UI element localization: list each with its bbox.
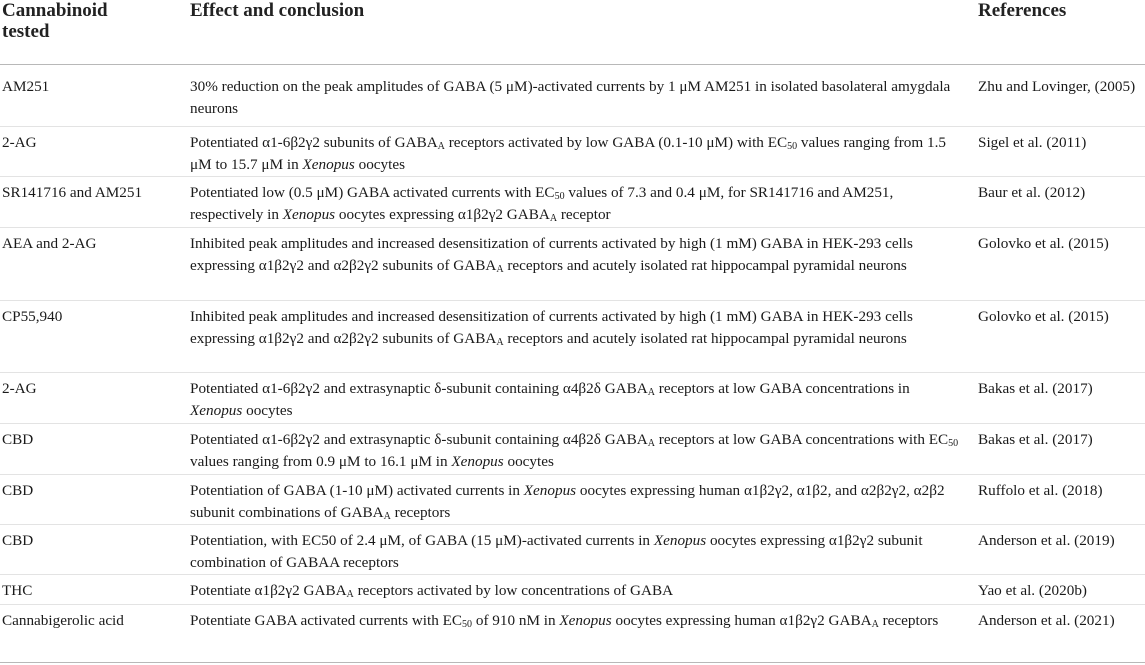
- cell-effect: [190, 233, 962, 276]
- effect-text: oocytes: [242, 401, 293, 419]
- effect-text: receptors and acutely isolated rat hippocampal pyramidal neurons: [503, 256, 907, 274]
- subscript: A: [549, 212, 558, 224]
- effect-text: receptor: [557, 205, 611, 223]
- table-bottom-rule: [0, 662, 1145, 663]
- cell-reference: Anderson et al. (2021): [978, 612, 1115, 629]
- effect-text: 30% reduction on the peak amplitudes of GABA (5 μM)-activated currents by 1 μM AM251 in isolated basolateral amygdala neurons: [190, 78, 951, 117]
- effect-text: receptors: [878, 612, 939, 629]
- subscript: A: [383, 510, 391, 522]
- subscript: A: [871, 619, 879, 630]
- cell-cannabinoid: 2-AG: [2, 380, 37, 397]
- table-row: [0, 524, 1145, 575]
- cell-reference: Zhu and Lovinger, (2005): [978, 78, 1136, 95]
- effect-text: Potentiated α1-6β2γ2 and extrasynaptic δ-subunit containing α4β2δ GABA: [190, 380, 648, 397]
- subscript: A: [647, 438, 655, 449]
- effect-text: oocytes expressing α1β2γ2 GABA: [335, 205, 550, 223]
- subscript: 50: [554, 191, 565, 202]
- effect-text: Potentiation, with EC50 of 2.4 μM, of GABA (15 μM)-activated currents in: [190, 532, 654, 549]
- cell-effect: [190, 306, 962, 349]
- table-row: [0, 227, 1145, 301]
- cell-effect: [190, 182, 962, 225]
- table-row: [0, 176, 1145, 228]
- cell-effect: [190, 580, 962, 602]
- effect-text: values ranging from 0.9 μM to 16.1 μM in: [190, 452, 452, 470]
- cell-effect: [190, 378, 962, 421]
- cell-reference: Bakas et al. (2017): [978, 431, 1093, 448]
- effect-text: oocytes expressing human α1β2γ2 GABA: [611, 612, 872, 629]
- cell-cannabinoid: AEA and 2-AG: [2, 235, 97, 252]
- effect-text: Potentiate α1β2γ2 GABA: [190, 582, 347, 599]
- cell-effect: [190, 132, 962, 175]
- cell-effect: [190, 480, 962, 523]
- subscript: A: [647, 387, 655, 398]
- cell-reference: Bakas et al. (2017): [978, 380, 1093, 397]
- table-row: [0, 126, 1145, 177]
- cell-reference: Ruffolo et al. (2018): [978, 482, 1103, 499]
- table-row: [0, 474, 1145, 525]
- cell-effect: [190, 429, 962, 472]
- effect-text: Xenopus: [451, 452, 504, 470]
- effect-text: Potentiation of GABA (1-10 μM) activated currents in: [190, 482, 524, 499]
- cell-reference: Golovko et al. (2015): [978, 308, 1109, 325]
- subscript: 50: [787, 141, 798, 152]
- cell-cannabinoid: CP55,940: [2, 308, 63, 325]
- cell-reference: Anderson et al. (2019): [978, 532, 1115, 549]
- effect-text: Xenopus: [302, 155, 355, 173]
- cell-reference: Baur et al. (2012): [978, 184, 1086, 201]
- subscript: 50: [462, 619, 473, 630]
- table-row: [0, 423, 1145, 475]
- header-references: References: [978, 0, 1067, 21]
- table-row: [0, 300, 1145, 373]
- cell-cannabinoid: SR141716 and AM251: [2, 184, 143, 201]
- table-row: [0, 70, 1145, 127]
- effect-text: Xenopus: [190, 401, 243, 419]
- effect-text: Inhibited peak amplitudes and increased desensitization of currents activated by high (1 mM) GABA in HEK-293 cells expressing α1β2γ2 and α2β2γ2 subunits of GABA: [190, 235, 913, 274]
- cell-reference: Golovko et al. (2015): [978, 235, 1109, 252]
- cell-effect: [190, 610, 962, 632]
- effect-text: Potentiated α1-6β2γ2 subunits of GABA: [190, 134, 438, 151]
- effect-text: Inhibited peak amplitudes and increased desensitization of currents activated by high (1 mM) GABA in HEK-293 cells expressing α1β2γ2 and α2β2γ2 subunits of GABA: [190, 308, 913, 347]
- header-cannabinoid-tested: Cannabinoid tested: [2, 0, 108, 42]
- effect-text: receptors and acutely isolated rat hippocampal pyramidal neurons: [503, 329, 907, 347]
- effect-text: values ranging from 1.5 μM to 15.7 μM in: [190, 134, 946, 173]
- effect-text: of 910 nM in: [472, 612, 560, 629]
- subscript: A: [496, 263, 504, 275]
- subscript: 50: [948, 438, 959, 449]
- effect-text: Xenopus: [653, 532, 707, 549]
- cell-cannabinoid: THC: [2, 582, 33, 599]
- effect-text: Xenopus: [282, 205, 336, 223]
- cell-cannabinoid: Cannabigerolic acid: [2, 612, 124, 629]
- effect-text: oocytes expressing α1β2γ2 subunit combination of GABAA receptors: [190, 532, 923, 571]
- effect-text: Potentiate GABA activated currents with EC: [190, 612, 463, 629]
- cell-cannabinoid: CBD: [2, 482, 34, 499]
- effect-text: Xenopus: [523, 482, 577, 499]
- subscript: A: [496, 336, 504, 348]
- effect-text: receptors activated by low concentrations of GABA: [353, 582, 674, 599]
- effect-text: oocytes: [503, 452, 554, 470]
- effect-text: receptors at low GABA concentrations in: [654, 380, 910, 397]
- effect-text: Potentiated α1-6β2γ2 and extrasynaptic δ-subunit containing α4β2δ GABA: [190, 431, 648, 448]
- effect-text: receptors activated by low GABA (0.1-10 μM) with EC: [444, 134, 788, 151]
- effect-text: Potentiated low (0.5 μM) GABA activated currents with EC: [190, 184, 555, 201]
- subscript: A: [437, 141, 445, 152]
- cell-cannabinoid: CBD: [2, 532, 34, 549]
- effect-text: values of 7.3 and 0.4 μM, for SR141716 and AM251, respectively in: [190, 184, 894, 223]
- effect-text: oocytes expressing human α1β2γ2, α1β2, and α2β2γ2, α2β2 subunit combinations of GABA: [190, 482, 945, 521]
- effect-text: receptors: [390, 503, 451, 521]
- subscript: A: [346, 589, 354, 600]
- cell-effect: [190, 76, 962, 119]
- header-effect-and-conclusion: Effect and conclusion: [190, 0, 365, 21]
- table-row: [0, 372, 1145, 424]
- table-row: [0, 574, 1145, 605]
- effect-text: receptors at low GABA concentrations with EC: [654, 431, 949, 448]
- cell-cannabinoid: AM251: [2, 78, 50, 95]
- cell-cannabinoid: 2-AG: [2, 134, 37, 151]
- cell-reference: Sigel et al. (2011): [978, 134, 1087, 151]
- header-divider: [0, 64, 1145, 65]
- effect-text: oocytes: [354, 155, 405, 173]
- cell-reference: Yao et al. (2020b): [978, 582, 1087, 599]
- cell-effect: [190, 530, 962, 573]
- cell-cannabinoid: CBD: [2, 431, 34, 448]
- effect-text: Xenopus: [559, 612, 612, 629]
- table-row: [0, 604, 1145, 662]
